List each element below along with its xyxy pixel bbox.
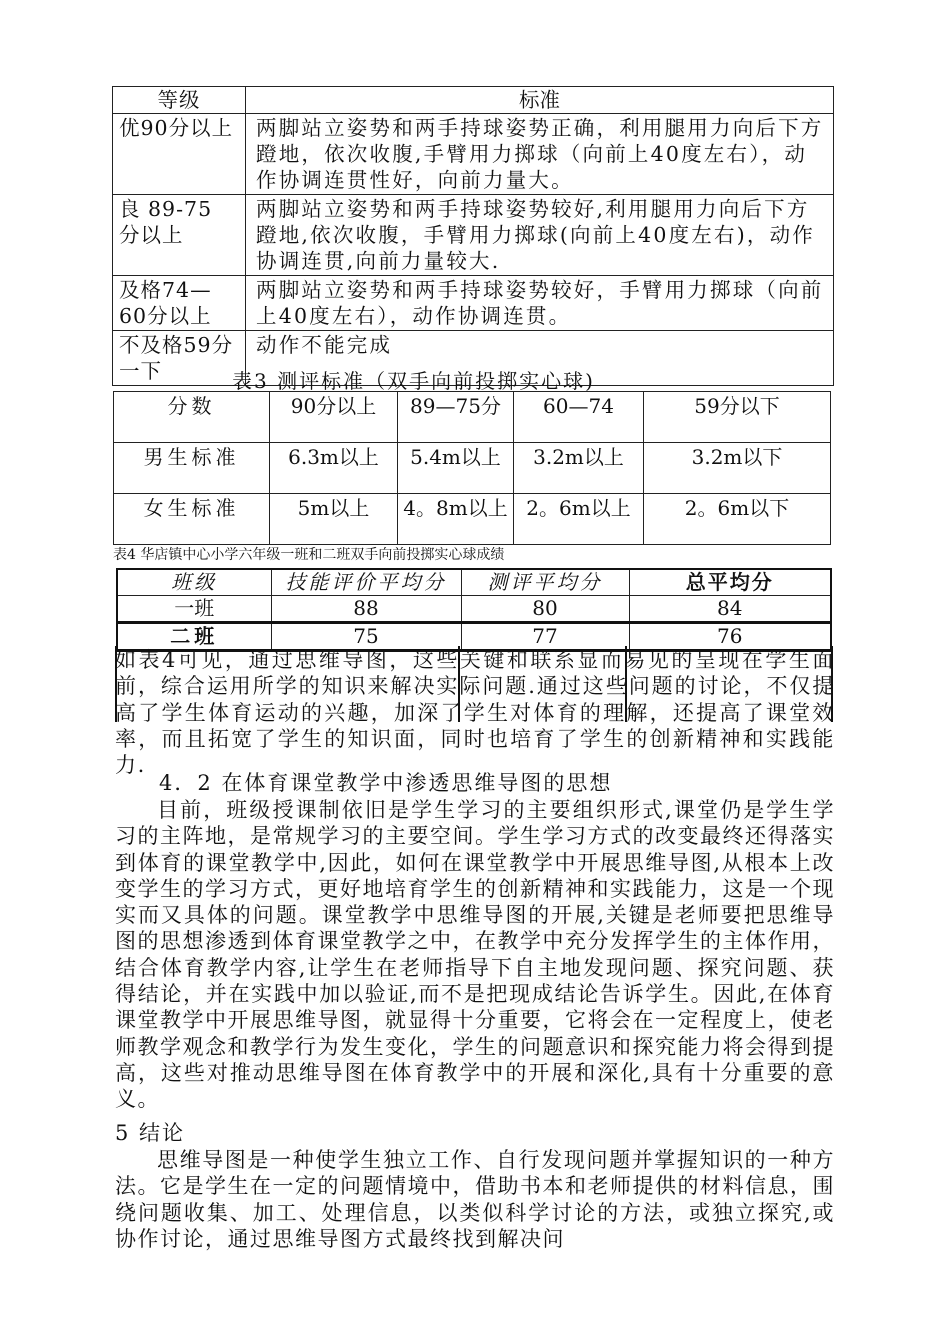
data-cell: 88 — [271, 596, 461, 623]
data-cell: 76 — [629, 623, 831, 651]
data-cell: 77 — [461, 623, 629, 651]
level-cell: 良 89-75 分以上 — [113, 195, 246, 276]
level-cell: 及格74—60分以上 — [113, 276, 246, 331]
standard-cell: 动作不能完成 — [246, 331, 834, 386]
data-cell: 5.4m以上 — [398, 443, 514, 494]
test-standards-table — [113, 391, 831, 545]
class-name: 二班 — [117, 623, 271, 651]
header-cell: 90分以上 — [270, 392, 398, 443]
header-skill-avg: 技能评价平均分 — [271, 569, 461, 596]
data-cell: 4。8m以上 — [398, 494, 514, 545]
header-score: 分数 — [114, 392, 270, 443]
paragraph-text: 思维导图是一种使学生独立工作、自行发现问题并掌握知识的一种方法。它是学生在一定的问题情境中，借助书本和老师提供的材料信息，围绕问题收集、加工、处理信息，以类似科学讨论的方法，或独立探究,或协作讨论，通过思维导图方式最终找到解决问 — [115, 1148, 835, 1251]
header-cell: 59分以下 — [644, 392, 831, 443]
data-cell: 2。6m以下 — [644, 494, 831, 545]
header-test-avg: 测评平均分 — [461, 569, 629, 596]
paragraph-analysis — [115, 647, 835, 778]
paragraph-text: 目前，班级授课制依旧是学生学习的主要组织形式,课堂仍是学生学习的主阵地，是常规学习的主要空间。学生学习方式的改变最终还得落实到体育的课堂教学中,因此，如何在课堂教学中开展思维导图,从根本上改变学生的学习方式，更好地培育学生的创新精神和实践能力，这是一个现实而又具体的问题。课堂教学中思维导图的开展,关键是老师要把思维导图的思想渗透到体育课堂教学之中，在教学中充分发挥学生的主体作用，结合体育教学内容,让学生在老师指导下自主地发现问题、探究问题、获得结论，并在实践中加以验证,而不是把现成结论告诉学生。因此,在体育课堂教学中开展思维导图，就显得十分重要，它将会在一定程度上，使老师教学观念和教学行为发生变化，学生的问题意识和探究能力将会得到提高，这些对推动思维导图在体育教学中的开展和深化,具有十分重要的意义。 — [115, 798, 835, 1112]
section-heading: 5 结论 — [115, 1121, 186, 1145]
header-cell: 60—74 — [514, 392, 644, 443]
standard-cell: 两脚站立姿势和两手持球姿势较好,利用腿用力向后下方蹬地,依次收腹，手臂用力掷球(向前上40度左右)，动作协调连贯,向前力量较大. — [246, 195, 834, 276]
data-cell: 3.2m以下 — [644, 443, 831, 494]
row-label-female: 女生标准 — [114, 494, 270, 545]
class-name: 一班 — [117, 596, 271, 623]
level-cell: 优90分以上 — [113, 114, 246, 195]
header-total-avg: 总平均分 — [629, 569, 831, 596]
data-cell: 75 — [271, 623, 461, 651]
section-5 — [115, 1120, 835, 1146]
data-cell: 80 — [461, 596, 629, 623]
data-cell: 6.3m以上 — [270, 443, 398, 494]
level-cell: 不及格59分一下 — [113, 331, 246, 386]
data-cell: 3.2m以上 — [514, 443, 644, 494]
data-cell: 5m以上 — [270, 494, 398, 545]
paragraph-section-4-2 — [115, 797, 835, 1113]
data-cell: 84 — [629, 596, 831, 623]
criteria-table — [112, 86, 834, 386]
standard-cell: 两脚站立姿势和两手持球姿势较好，手臂用力掷球（向前上40度左右），动作协调连贯。 — [246, 276, 834, 331]
header-level: 等级 — [113, 87, 246, 114]
row-label-male: 男生标准 — [114, 443, 270, 494]
section-4-2 — [115, 770, 835, 796]
class-scores-table — [116, 568, 832, 652]
table3-caption: 表3 测评标准（双手向前投掷实心球) — [232, 369, 595, 393]
header-standard: 标准 — [246, 87, 834, 114]
paragraph-conclusion — [115, 1147, 835, 1252]
header-class: 班级 — [117, 569, 271, 596]
header-cell: 89—75分 — [398, 392, 514, 443]
table4-caption: 表4 华店镇中心小学六年级一班和二班双手向前投掷实心球成绩 — [113, 547, 505, 563]
standard-cell: 两脚站立姿势和两手持球姿势正确，利用腿用力向后下方蹬地，依次收腹,手臂用力掷球（向前上40度左右），动作协调连贯性好，向前力量大。 — [246, 114, 834, 195]
section-heading: 4．2 在体育课堂教学中渗透思维导图的思想 — [159, 771, 613, 795]
paragraph-text: 如表4可见，通过思维导图，这些关键和联系显而易见的呈现在学生面前，综合运用所学的知识来解决实际问题.通过这些问题的讨论，不仅提高了学生体育运动的兴趣，加深了学生对体育的理解，还提高了课堂效率，而且拓宽了学生的知识面，同时也培育了学生的创新精神和实践能力. — [115, 648, 835, 778]
data-cell: 2。6m以上 — [514, 494, 644, 545]
